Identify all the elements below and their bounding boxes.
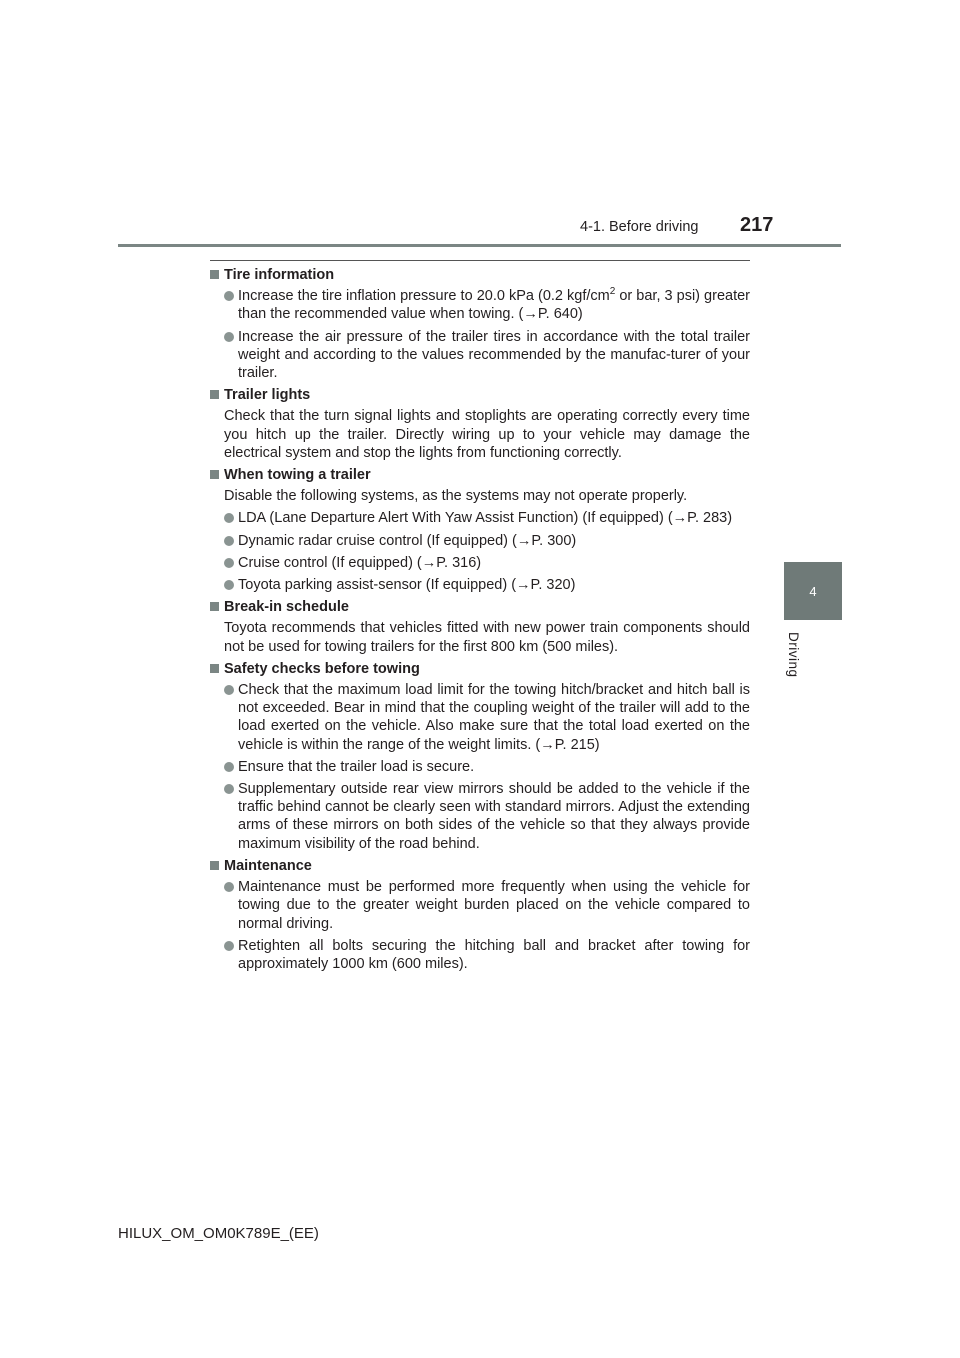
square-bullet-icon: [210, 470, 219, 479]
section-heading: [210, 266, 750, 284]
circle-bullet-icon: [224, 332, 234, 342]
bullet-text: Toyota parking assist-sensor (If equipped) (→P. 320): [238, 577, 576, 594]
superscript: 2: [609, 286, 616, 298]
list-item: [210, 532, 750, 550]
heading-text: Maintenance: [224, 857, 312, 874]
document-id: HILUX_OM_OM0K789E_(EE): [118, 1225, 319, 1242]
bullet-text: or bar, 3 psi) greater than the recommended value when towing. (→P. 640): [238, 288, 750, 323]
circle-bullet-icon: [224, 941, 234, 951]
header-rule: [118, 244, 841, 247]
section-heading: [210, 386, 750, 404]
bullet-text: LDA (Lane Departure Alert With Yaw Assist Function) (If equipped) (→P. 283): [238, 510, 733, 527]
paragraph: Toyota recommends that vehicles fitted with new power train components should not be used for towing trailers for the first 800 km (500 miles).: [224, 620, 750, 655]
circle-bullet-icon: [224, 291, 234, 301]
section-heading: [210, 466, 750, 484]
square-bullet-icon: [210, 861, 219, 870]
bullet-text: Supplementary outside rear view mirrors should be added to the vehicle if the traffic behind cannot be clearly seen with standard mirrors. Adjust the extending arms of these mirrors on both sides of the vehicle so that they always provide maximum visibility of the road behind.: [238, 781, 750, 852]
section-safety-checks: [210, 660, 750, 853]
heading-text: Trailer lights: [224, 387, 311, 404]
square-bullet-icon: [210, 664, 219, 673]
chapter-tab: [784, 562, 842, 620]
bullet-text: Ensure that the trailer load is secure.: [238, 758, 475, 775]
bullet-text: Increase the tire inflation pressure to 20.0 kPa (0.2 kgf/cm: [238, 288, 610, 305]
page-number: 217: [740, 214, 774, 236]
circle-bullet-icon: [224, 580, 234, 590]
bullet-text: Maintenance must be performed more frequently when using the vehicle for towing due to the greater weight burden placed on the vehicle compared to normal driving.: [238, 879, 750, 932]
paragraph: Disable the following systems, as the systems may not operate properly.: [224, 488, 688, 505]
square-bullet-icon: [210, 270, 219, 279]
heading-text: When towing a trailer: [224, 467, 371, 484]
list-item: [210, 576, 750, 594]
circle-bullet-icon: [224, 536, 234, 546]
circle-bullet-icon: [224, 784, 234, 794]
page-content: [210, 266, 750, 977]
chapter-label: Driving: [786, 632, 801, 678]
section-when-towing: [210, 466, 750, 594]
bullet-text: Retighten all bolts securing the hitching ball and bracket after towing for approximately 1000 km (600 miles).: [238, 937, 750, 972]
section-heading: [210, 598, 750, 616]
circle-bullet-icon: [224, 762, 234, 772]
section-maintenance: [210, 857, 750, 973]
content-top-rule: [210, 260, 750, 261]
section-heading: [210, 857, 750, 875]
list-item: [210, 328, 750, 383]
square-bullet-icon: [210, 602, 219, 611]
bullet-text: Check that the maximum load limit for the towing hitch/bracket and hitch ball is not exceeded. Bear in mind that the coupling weight of the trailer will add to the load exerted on the vehicle. Also make sure that the total load exerted on the vehicle is within the range of the weight limits. (→P. 215): [238, 682, 750, 753]
circle-bullet-icon: [224, 685, 234, 695]
bullet-text: Increase the air pressure of the trailer tires in accordance with the total trailer weight and according to the values recommended by the manufac-turer of your trailer.: [238, 328, 750, 382]
list-item: [210, 554, 750, 572]
section-title: 4-1. Before driving: [580, 219, 699, 235]
circle-bullet-icon: [224, 882, 234, 892]
list-item: [210, 780, 750, 853]
paragraph: Check that the turn signal lights and stoplights are operating correctly every time you hitch up the trailer. Directly wiring up to your vehicle may damage the electrical system and stop the lights from functioning correctly.: [224, 408, 750, 461]
circle-bullet-icon: [224, 513, 234, 523]
list-item: [210, 878, 750, 933]
circle-bullet-icon: [224, 558, 234, 568]
section-tire-information: [210, 266, 750, 382]
heading-text: Safety checks before towing: [224, 660, 420, 677]
list-item: [210, 758, 750, 776]
list-item: [210, 681, 750, 754]
section-break-in-schedule: [210, 598, 750, 656]
chapter-number: 4: [809, 583, 817, 599]
section-heading: [210, 660, 750, 678]
list-item: [210, 509, 750, 527]
section-trailer-lights: [210, 386, 750, 462]
list-item: [210, 287, 750, 323]
bullet-text: Cruise control (If equipped) (→P. 316): [238, 554, 482, 571]
list-item: [210, 937, 750, 973]
heading-text: Tire information: [224, 267, 335, 283]
bullet-text: Dynamic radar cruise control (If equipped) (→P. 300): [238, 532, 577, 549]
square-bullet-icon: [210, 390, 219, 399]
heading-text: Break-in schedule: [224, 599, 349, 616]
